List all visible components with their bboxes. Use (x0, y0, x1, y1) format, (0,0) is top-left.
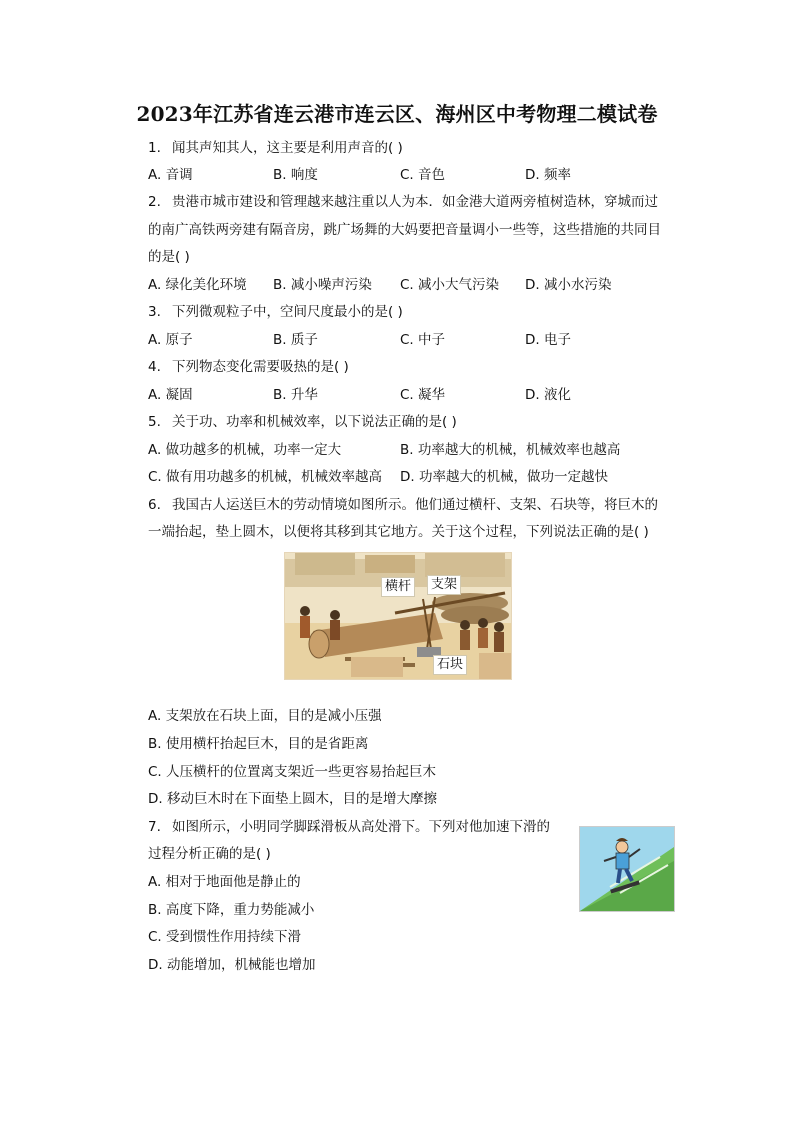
question-7 (148, 818, 550, 836)
question-number: 2. (148, 194, 161, 210)
question-stem-cont: 的南广高铁两旁建有隔音房，跳广场舞的大妈要把音量调小一些等，这些措施的共同目 (148, 222, 661, 238)
question-4 (148, 358, 349, 376)
log-transport-illustration (284, 552, 512, 680)
option-b: B. 升华 (273, 387, 318, 403)
option-b: B. 高度下降，重力势能减小 (148, 902, 315, 918)
option-c: C. 受到惯性作用持续下滑 (148, 929, 302, 945)
question-stem: 关于功、功率和机械效率，以下说法正确的是( ) (172, 414, 457, 430)
option-d: D. 频率 (525, 167, 571, 183)
question-number: 4. (148, 359, 161, 375)
question-number: 7. (148, 819, 161, 835)
option-a: A. 原子 (148, 332, 193, 348)
option-a: A. 绿化美化环境 (148, 277, 247, 293)
label-support: 支架 (427, 575, 461, 595)
label-lever: 横杆 (381, 577, 415, 597)
option-b: B. 质子 (273, 332, 318, 348)
option-d: D. 动能增加，机械能也增加 (148, 957, 316, 973)
exam-title: 2023年江苏省连云港市连云区、海州区中考物理二模试卷 (136, 102, 658, 126)
question-5 (148, 413, 457, 431)
option-d: D. 电子 (525, 332, 571, 348)
option-a: A. 相对于地面他是静止的 (148, 874, 301, 890)
option-b: B. 使用横杆抬起巨木，目的是省距离 (148, 736, 369, 752)
question-stem: 我国古人运送巨木的劳动情境如图所示。他们通过横杆、支架、石块等，将巨木的 (172, 497, 658, 513)
option-c: C. 中子 (400, 332, 446, 348)
option-c: C. 做有用功越多的机械，机械效率越高 (148, 469, 383, 485)
option-a: A. 凝固 (148, 387, 193, 403)
option-d: D. 液化 (525, 387, 571, 403)
question-number: 1. (148, 140, 161, 156)
question-stem-cont: 过程分析正确的是( ) (148, 846, 271, 862)
option-b: B. 响度 (273, 167, 318, 183)
question-6 (148, 496, 658, 514)
question-2 (148, 193, 658, 211)
question-stem: 下列物态变化需要吸热的是( ) (172, 359, 349, 375)
option-a: A. 音调 (148, 167, 193, 183)
option-c: C. 人压横杆的位置离支架近一些更容易抬起巨木 (148, 764, 437, 780)
option-a: A. 做功越多的机械，功率一定大 (148, 442, 342, 458)
skateboarder-drawing (580, 827, 674, 911)
question-stem: 贵港市城市建设和管理越来越注重以人为本．如金港大道两旁植树造林，穿城而过 (172, 194, 658, 210)
question-stem: 闻其声知其人，这主要是利用声音的( ) (172, 140, 403, 156)
option-c: C. 凝华 (400, 387, 446, 403)
option-d: D. 移动巨木时在下面垫上圆木，目的是增大摩擦 (148, 791, 437, 807)
question-stem-cont: 的是( ) (148, 249, 190, 265)
question-number: 5. (148, 414, 161, 430)
option-b: B. 减小噪声污染 (273, 277, 372, 293)
question-stem-cont: 一端抬起，垫上圆木，以便将其移到其它地方。关于这个过程，下列说法正确的是( ) (148, 524, 649, 540)
option-a: A. 支架放在石块上面，目的是减小压强 (148, 708, 382, 724)
option-b: B. 功率越大的机械，机械效率也越高 (400, 442, 621, 458)
question-1 (148, 139, 403, 157)
question-3 (148, 303, 403, 321)
option-c: C. 减小大气污染 (400, 277, 500, 293)
question-number: 3. (148, 304, 161, 320)
option-d: D. 功率越大的机械，做功一定越快 (400, 469, 608, 485)
log-transport-drawing (285, 553, 511, 679)
question-number: 6. (148, 497, 161, 513)
label-stone: 石块 (433, 655, 467, 675)
skateboard-illustration (579, 826, 675, 912)
question-stem: 如图所示，小明同学脚踩滑板从高处滑下。下列对他加速下滑的 (172, 819, 550, 835)
option-d: D. 减小水污染 (525, 277, 612, 293)
question-stem: 下列微观粒子中，空间尺度最小的是( ) (172, 304, 403, 320)
option-c: C. 音色 (400, 167, 446, 183)
